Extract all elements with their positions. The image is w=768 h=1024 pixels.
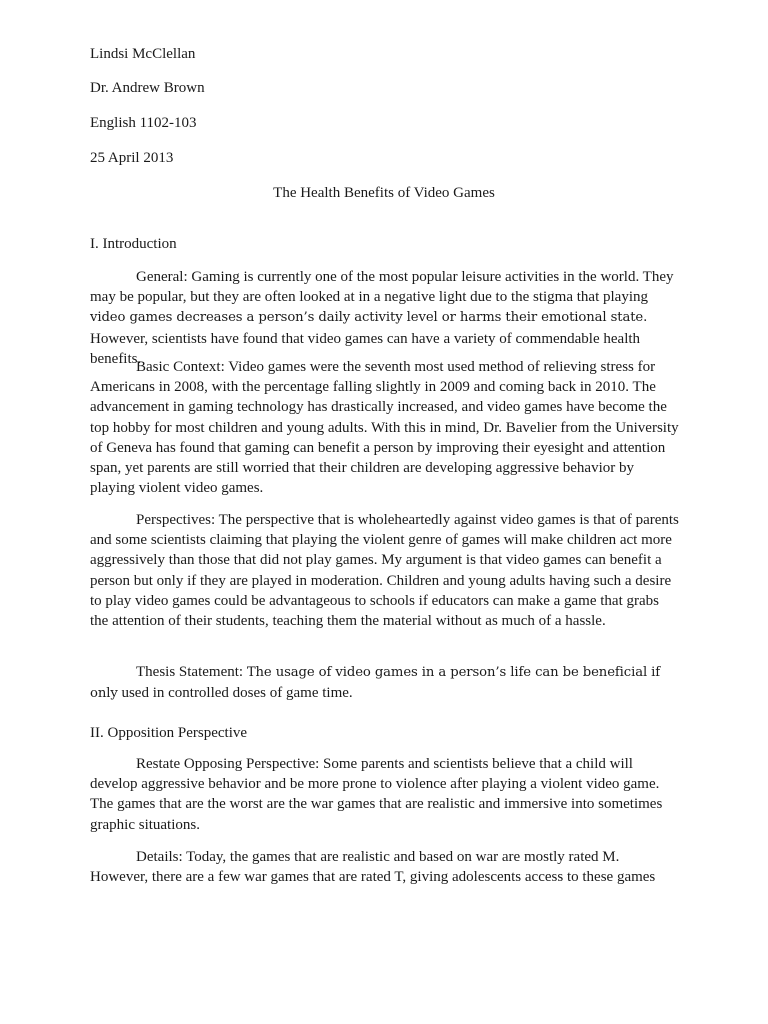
course-name: English 1102-103 [90,115,197,131]
paragraph-restate-opposing [90,754,680,835]
paragraph-general [90,267,680,369]
document-title: The Health Benefits of Video Games [273,185,495,201]
basic-context-text: Basic Context: Video games were the seventh most used method of relieving stress for Americans in 2008, with the percentage falling slightly in 2009 and coming back in 2010. The advancement in gaming technology has drastically increased, and video games have become the top hobby for most children and young adults. With this in mind, Dr. Bavelier from the University of Geneva has found that gaming can benefit a person by improving their eyesight and attention span, yet parents are still worried that their children are developing aggressive behavior by playing violent video games. [90,359,679,497]
paragraph-thesis [90,662,680,704]
document-date: 25 April 2013 [90,150,174,166]
author-name: Lindsi McClellan [90,46,196,62]
general-text-tail: However, scientists have found that video games can have a variety of commendable health benefits. [90,330,641,367]
section-heading-introduction: I. Introduction [90,236,177,252]
perspectives-text: Perspectives: The perspective that is wholeheartedly against video games is that of parents and some scientists claiming that playing the violent genre of games will make children act more aggressively than those that did not play games. My argument is that video games can benefit a person but only if they are played in moderation. Children and young adults having such a desire to play video games could be advantageous to schools if educators can make a game that grabs the attention of their students, teaching them the material without as much of a hassle. [90,512,679,630]
thesis-label: Thesis Statement: [136,664,247,680]
general-text-alt: video games decreases a person’s daily activity level or harms their emotional state. [90,310,648,326]
general-text-lead: General: Gaming is currently one of the most popular leisure activities in the world. They may be popular, but they are often looked at in a negative light due to the stigma that playing [90,269,674,306]
instructor-name: Dr. Andrew Brown [90,80,205,96]
details-text: Details: Today, the games that are realistic and based on war are mostly rated M. However, there are a few war games that are rated T, giving adolescents access to these games [90,849,656,886]
section-heading-opposition: II. Opposition Perspective [90,725,248,741]
paragraph-details [90,847,680,887]
paragraph-perspectives [90,510,680,631]
thesis-text-tail: used in controlled doses of game time. [117,685,353,702]
paragraph-basic-context [90,357,680,498]
restate-opposing-text: Restate Opposing Perspective: Some parents and scientists believe that a child will develop aggressive behavior and be more prone to violence after playing a violent video game. The games that are the worst are the war games that are realistic and immersive into sometimes graphic situations. [90,756,663,833]
thesis-text-alt: The usage of video games in a person’s life can be beneficial if only [90,665,661,702]
